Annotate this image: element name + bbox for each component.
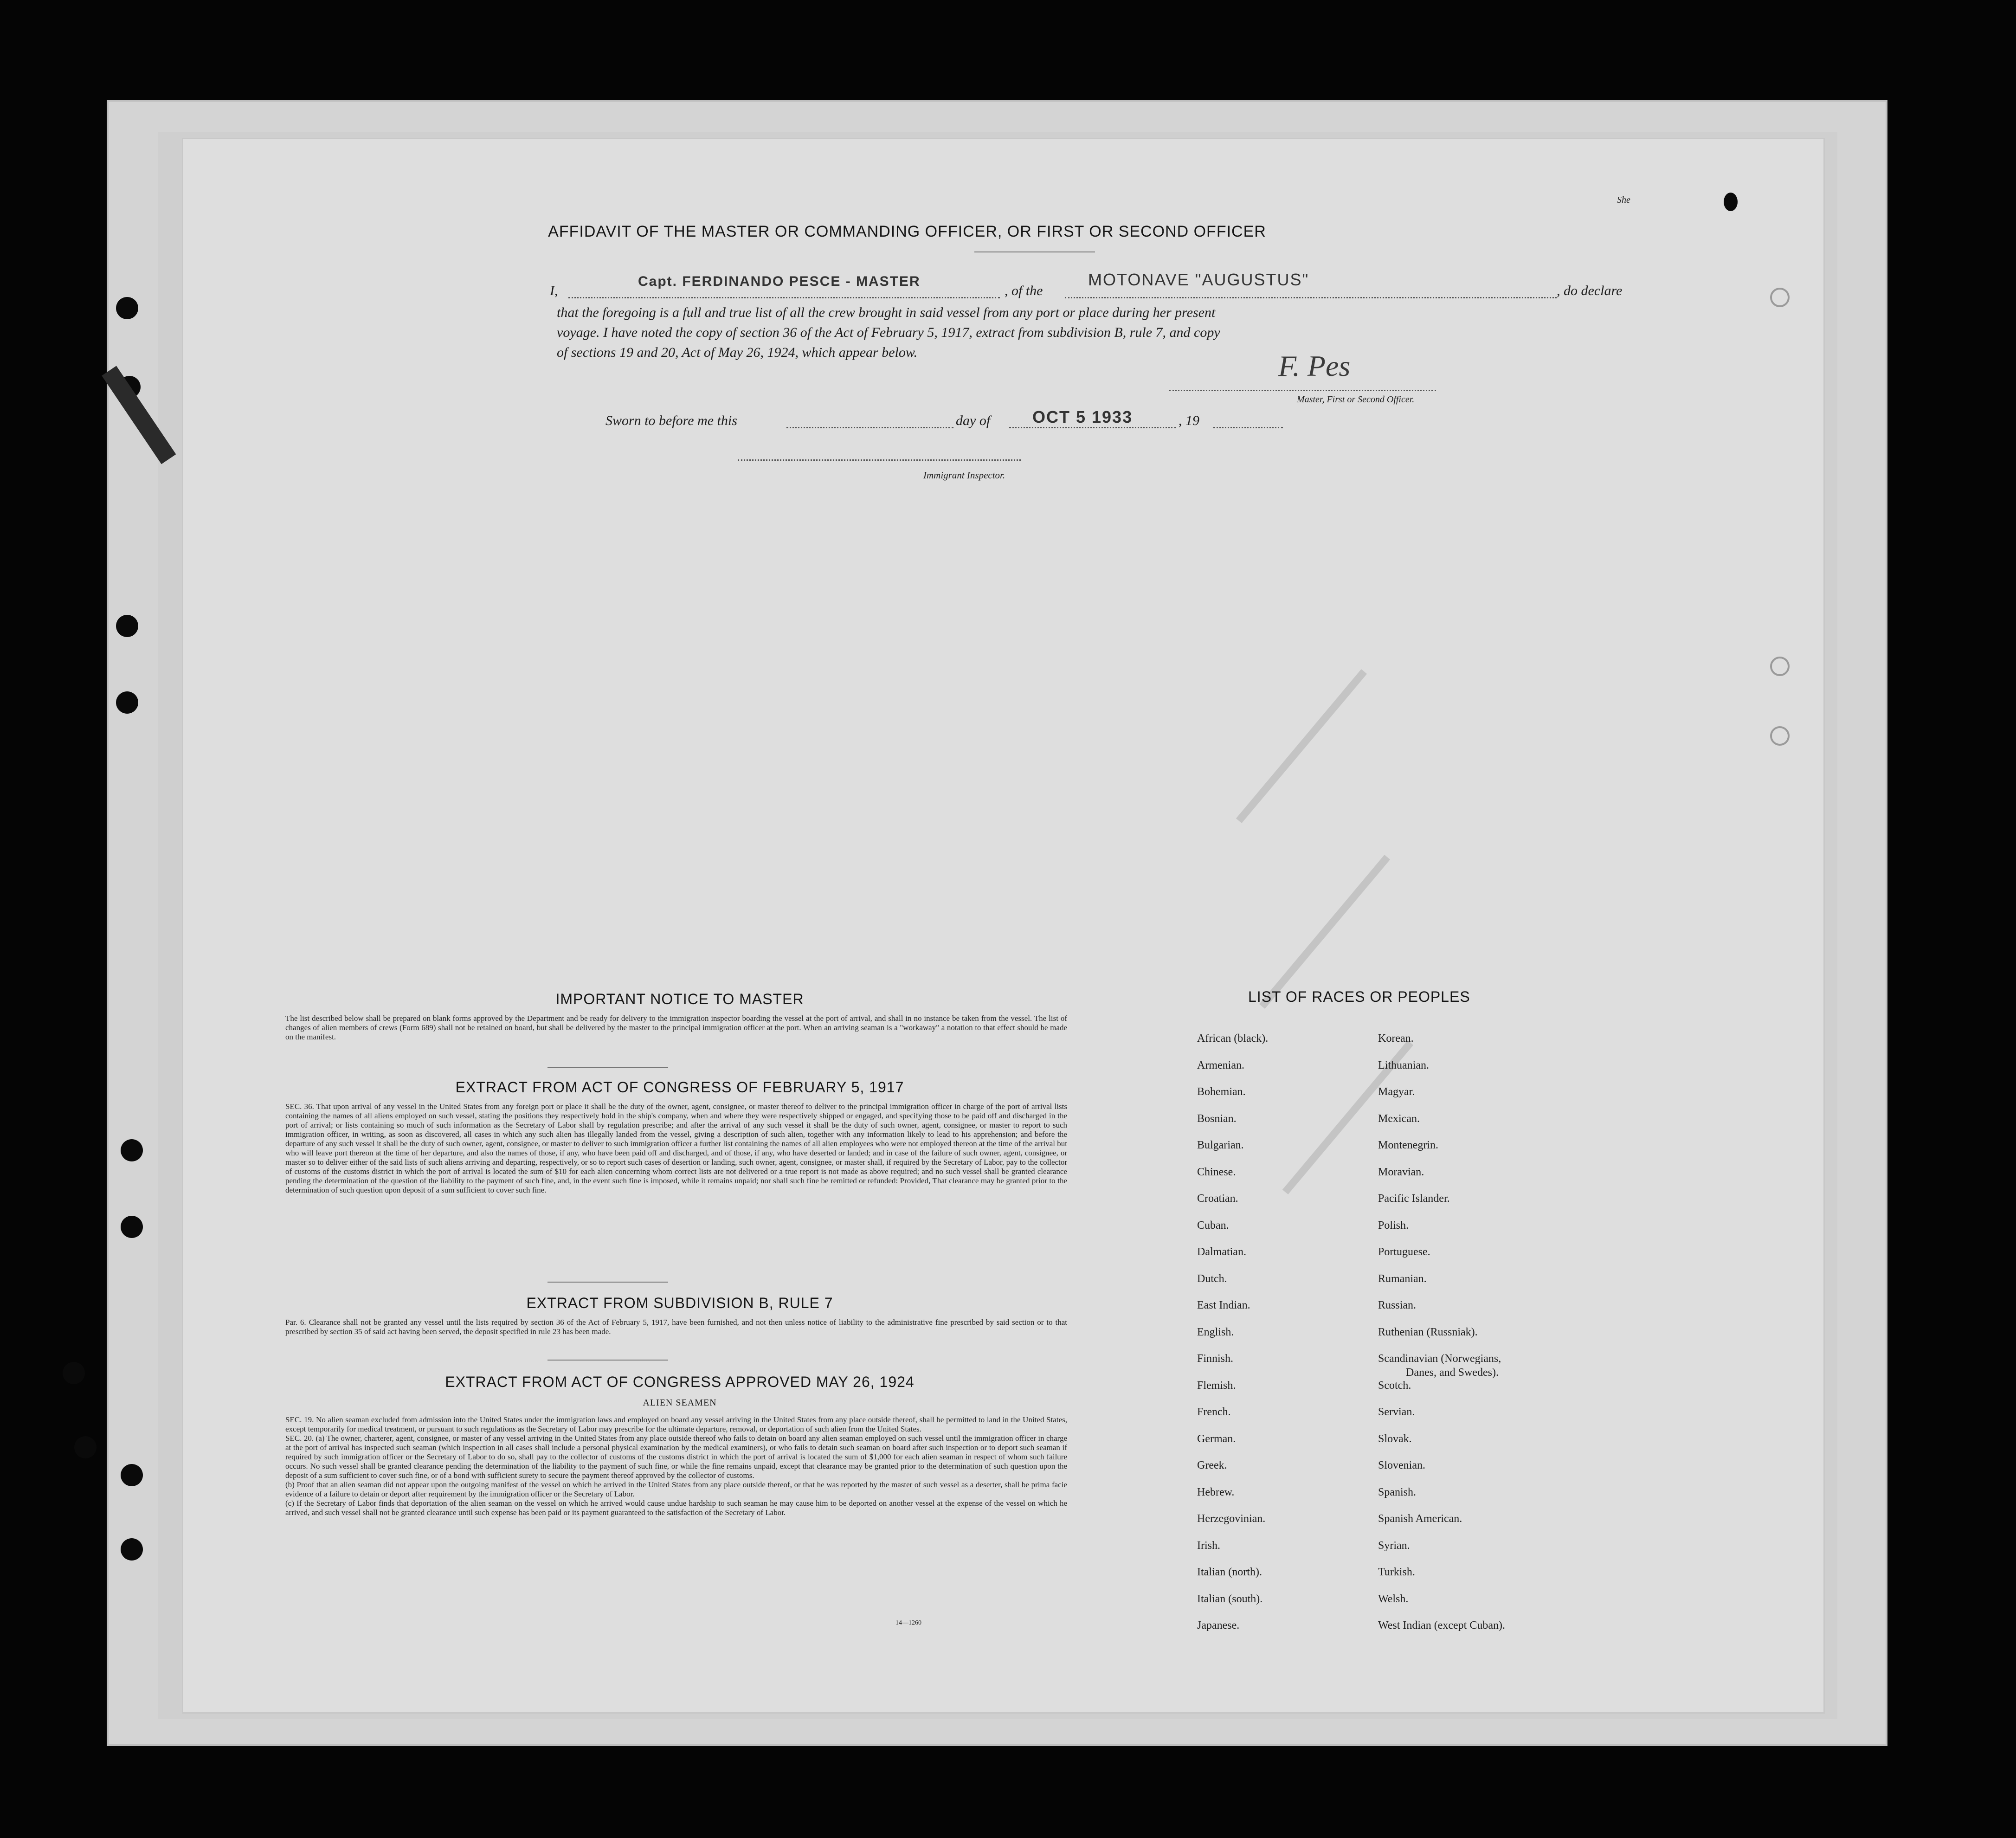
inspector-signature-line bbox=[738, 459, 1021, 461]
race-item: Ruthenian (Russniak). bbox=[1378, 1326, 1478, 1338]
race-item: Polish. bbox=[1378, 1219, 1409, 1232]
binder-hole bbox=[116, 691, 138, 714]
race-item: French. bbox=[1197, 1406, 1231, 1418]
race-item: Servian. bbox=[1378, 1406, 1415, 1418]
race-item: Hebrew. bbox=[1197, 1486, 1235, 1498]
race-item: Rumanian. bbox=[1378, 1272, 1427, 1285]
race-item: Bohemian. bbox=[1197, 1086, 1246, 1098]
binder-hole bbox=[116, 615, 138, 637]
race-item: West Indian (except Cuban). bbox=[1378, 1619, 1505, 1632]
sec-20b-text: (b) Proof that an alien seaman did not appear upon the outgoing manifest of the vessel on which he arrived in the United States from any place outside thereof, or that he was reported by the master of such vessel as a deserter, shall be prima facie evidence of a failure to detain or deport after requirement by the immigration officer or the Secretary of Labor. bbox=[285, 1480, 1067, 1498]
races-heading: LIST OF RACES OR PEOPLES bbox=[1248, 988, 1470, 1005]
vessel-field-line bbox=[1065, 297, 1557, 298]
extract-1924-heading: EXTRACT FROM ACT OF CONGRESS APPROVED MAY 26, 1924 bbox=[445, 1374, 915, 1390]
races-left-column bbox=[1197, 1032, 1364, 1646]
race-item: Portuguese. bbox=[1378, 1246, 1430, 1258]
race-item: Korean. bbox=[1378, 1032, 1414, 1045]
year-prefix: , 19 bbox=[1179, 413, 1199, 428]
smudge bbox=[1236, 669, 1367, 823]
rule7-text: Par. 6. Clearance shall not be granted any vessel until the lists required by section 36 of the Act of February 5, 1917, have been furnished, and not then unless notice of liability to the administrative fine prescribed by said section or to that prescribed by section 35 of said act having been served, the deposit specified in rule 23 has been made. bbox=[285, 1318, 1067, 1336]
race-item: African (black). bbox=[1197, 1032, 1269, 1045]
race-item: Greek. bbox=[1197, 1459, 1227, 1471]
race-item: Montenegrin. bbox=[1378, 1139, 1438, 1151]
race-item: Scotch. bbox=[1378, 1379, 1411, 1392]
punch-ring bbox=[1770, 657, 1790, 676]
race-item: Finnish. bbox=[1197, 1353, 1234, 1365]
notice-text: The list described below shall be prepared on blank forms approved by the Department and be ready for delivery to the immigration inspector boarding the vessel at the port of arrival, and shall in no instance be taken from the vessel. The list of changes of alien members of crews (Form 689) shall not be retained on board, but shall be delivered by the master to the principal immigration officer at the port. When an arriving seaman is a "workaway" a notation to that effect should be made on the manifest. bbox=[285, 1014, 1067, 1041]
race-item: Danes, and Swedes). bbox=[1406, 1366, 1499, 1379]
master-signature: F. Pes bbox=[1278, 349, 1351, 382]
smudge bbox=[1259, 855, 1390, 1009]
declarant-prefix: I, bbox=[550, 283, 558, 298]
affidavit-body-line: voyage. I have noted the copy of section 36 of the Act of February 5, 1917, extract from subdivision B, rule 7, and copy bbox=[557, 325, 1220, 340]
affidavit-title: AFFIDAVIT OF THE MASTER OR COMMANDING OFFICER, OR FIRST OR SECOND OFFICER bbox=[548, 223, 1266, 240]
race-item: Armenian. bbox=[1197, 1059, 1244, 1071]
inspector-caption: Immigrant Inspector. bbox=[923, 470, 1005, 481]
name-field-line bbox=[568, 297, 1000, 298]
form-number: 14—1260 bbox=[895, 1619, 921, 1626]
race-item: Russian. bbox=[1378, 1299, 1417, 1311]
binder-hole bbox=[1724, 193, 1738, 211]
race-item: Italian (south). bbox=[1197, 1593, 1263, 1605]
sworn-day-line bbox=[786, 427, 953, 428]
day-of-text: day of bbox=[956, 413, 991, 428]
divider bbox=[547, 1282, 668, 1283]
race-item: Pacific Islander. bbox=[1378, 1193, 1450, 1205]
binder-hole bbox=[121, 1216, 143, 1238]
notice-heading: IMPORTANT NOTICE TO MASTER bbox=[555, 991, 804, 1007]
binder-hole bbox=[121, 1464, 143, 1486]
binder-hole bbox=[116, 297, 138, 319]
race-item: Flemish. bbox=[1197, 1379, 1236, 1392]
punch-ring bbox=[1770, 288, 1790, 307]
race-item: Bosnian. bbox=[1197, 1112, 1237, 1125]
sec-20c-text: (c) If the Secretary of Labor finds that deportation of the alien seaman on the vessel on which he arrived would cause undue hardship to such seaman he may cause him to be deported on another vessel at the expense of the vessel on which he arrived, and such vessel shall not be granted clearance until such expense has been paid or its payment guaranteed to the satisfaction of the Secretary of Labor. bbox=[285, 1499, 1067, 1517]
signature-line bbox=[1169, 390, 1436, 391]
race-item: Italian (north). bbox=[1197, 1566, 1262, 1578]
race-item: German. bbox=[1197, 1432, 1236, 1445]
extract-1917-text: SEC. 36. That upon arrival of any vessel in the United States from any foreign port or place it shall be the duty of the owner, agent, consignee, or master thereof to deliver to the principal immigration officer in charge of the port of arrival lists containing the names of all aliens employed on such vessel, stating the positions they respectively hold in the ship's company, when and where they were respectively shipped or engaged, and specifying those to be paid off and discharged in the port of arrival; or lists containing so much of such information as the Secretary of Labor shall by regulation prescribe; and after the arrival of any such vessel it shall be the duty of such owner, agent, consignee, or master to report to such immigration officer, in writing, as soon as discovered, all cases in which any such alien has illegally landed from the vessel, giving a description of such alien, together with any information likely to lead to his apprehension; and before the departure of any such vessel it shall be the duty of such owner, agent, consignee, or master to deliver to such immigration officer a further list containing the names of all alien employees who were not employed thereon at the time of the arrival but who will leave port thereon at the time of her departure, and also the names of those, if any, who have been paid off and discharged, and of those, if any, who have deserted or landed; and in case of the failure of such owner, agent, consignee, or master so to deliver either of the said lists of such aliens arriving and departing, respectively, or so to report such cases of desertion or landing, such owner, agent, consignee, or master shall, if required by the Secretary of Labor, pay to the collector of customs of the customs district in which the port of arrival is located the sum of $10 for each alien concerning whom correct lists are not delivered or a true report is not made as above required; and no such vessel shall be granted clearance pending the determination of the question of the liability to the payment of such fine, and, in the event such fine is imposed, while it remains unpaid; nor shall such fine be remitted or refunded: Provided, That clearance may be granted prior to the determination of such question upon deposit of a sum sufficient to cover such fine. bbox=[285, 1102, 1067, 1194]
race-item: Chinese. bbox=[1197, 1166, 1236, 1178]
extract-1917-heading: EXTRACT FROM ACT OF CONGRESS OF FEBRUARY 5, 1917 bbox=[455, 1079, 904, 1096]
rule7-heading: EXTRACT FROM SUBDIVISION B, RULE 7 bbox=[526, 1295, 833, 1311]
alien-seamen-subheading: ALIEN SEAMEN bbox=[643, 1398, 717, 1408]
race-item: Mexican. bbox=[1378, 1112, 1420, 1125]
year-line bbox=[1213, 427, 1283, 428]
race-item: Croatian. bbox=[1197, 1193, 1238, 1205]
race-item: Turkish. bbox=[1378, 1566, 1415, 1578]
affidavit-page bbox=[183, 139, 1823, 1712]
corner-note: She bbox=[1617, 195, 1630, 205]
race-item: Scandinavian (Norwegians, bbox=[1378, 1353, 1501, 1365]
of-the-text: , of the bbox=[1005, 283, 1043, 298]
race-item: Magyar. bbox=[1378, 1086, 1415, 1098]
binder-hole bbox=[63, 1362, 85, 1384]
binder-hole bbox=[74, 1436, 97, 1458]
race-item: Cuban. bbox=[1197, 1219, 1229, 1232]
race-item: Lithuanian. bbox=[1378, 1059, 1429, 1071]
race-item: Slovak. bbox=[1378, 1432, 1412, 1445]
date-stamp: OCT 5 1933 bbox=[1032, 407, 1133, 426]
race-item: East Indian. bbox=[1197, 1299, 1250, 1311]
race-item: Dalmatian. bbox=[1197, 1246, 1246, 1258]
race-item: Dutch. bbox=[1197, 1272, 1227, 1285]
sec-20a-text: SEC. 20. (a) The owner, charterer, agent, consignee, or master of any vessel arriving in the United States from any place outside thereof who fails to detain on board any alien seaman employed on such vessel until the immigration officer in charge at the port of arrival has inspected such seaman (which inspection in all cases shall include a personal physical examination by the medical examiners), or who fails to detain such seaman on board after such inspection or to deport such seaman if required by such immigration officer or the Secretary of Labor to do so, shall pay to the collector of customs of the customs district in which the port of arrival is located the sum of $1,000 for each alien seaman in respect of whom such failure occurs. No such vessel shall be granted clearance pending the determination of the liability to the payment of such fine, or while the fine remains unpaid, except that clearance may be granted prior to the determination of such question upon the deposit of a sum sufficient to cover such fine, or of a bond with sufficient surety to secure the payment thereof approved by the collector of customs. bbox=[285, 1434, 1067, 1480]
race-item: Moravian. bbox=[1378, 1166, 1424, 1178]
punch-ring bbox=[1770, 726, 1790, 746]
binder-hole bbox=[121, 1538, 143, 1561]
race-item: Syrian. bbox=[1378, 1539, 1410, 1552]
race-item: Spanish. bbox=[1378, 1486, 1417, 1498]
divider bbox=[547, 1360, 668, 1361]
affidavit-body-line: of sections 19 and 20, Act of May 26, 1924, which appear below. bbox=[557, 345, 918, 360]
races-right-column bbox=[1378, 1032, 1619, 1646]
affidavit-body-line: that the foregoing is a full and true list of all the crew brought in said vessel from any port or place during her present bbox=[557, 305, 1216, 320]
race-item: Slovenian. bbox=[1378, 1459, 1425, 1471]
race-item: Spanish American. bbox=[1378, 1513, 1462, 1525]
race-item: Irish. bbox=[1197, 1539, 1220, 1552]
master-name-stamp: Capt. FERDINANDO PESCE - MASTER bbox=[638, 274, 921, 289]
binder-hole bbox=[121, 1139, 143, 1161]
sworn-month-line bbox=[1009, 427, 1176, 428]
vessel-name-stamp: MOTONAVE "AUGUSTUS" bbox=[1088, 270, 1309, 289]
do-declare-text: , do declare bbox=[1557, 283, 1623, 298]
signer-caption: Master, First or Second Officer. bbox=[1297, 394, 1415, 405]
race-item: Welsh. bbox=[1378, 1593, 1409, 1605]
race-item: Japanese. bbox=[1197, 1619, 1240, 1632]
race-item: Bulgarian. bbox=[1197, 1139, 1244, 1151]
sec-19-text: SEC. 19. No alien seaman excluded from admission into the United States under the immigration laws and employed on board any vessel arriving in the United States from any place outside thereof, shall be permitted to land in the United States, except temporarily for medical treatment, or pursuant to such regulations as the Secretary of Labor may prescribe for the ultimate departure, removal, or deportation of such alien from the United States. bbox=[285, 1415, 1067, 1433]
race-item: English. bbox=[1197, 1326, 1234, 1338]
extract-1924-text bbox=[285, 1415, 1067, 1517]
divider bbox=[547, 1067, 668, 1068]
sworn-text: Sworn to before me this bbox=[605, 413, 737, 428]
race-item: Herzegovinian. bbox=[1197, 1513, 1266, 1525]
